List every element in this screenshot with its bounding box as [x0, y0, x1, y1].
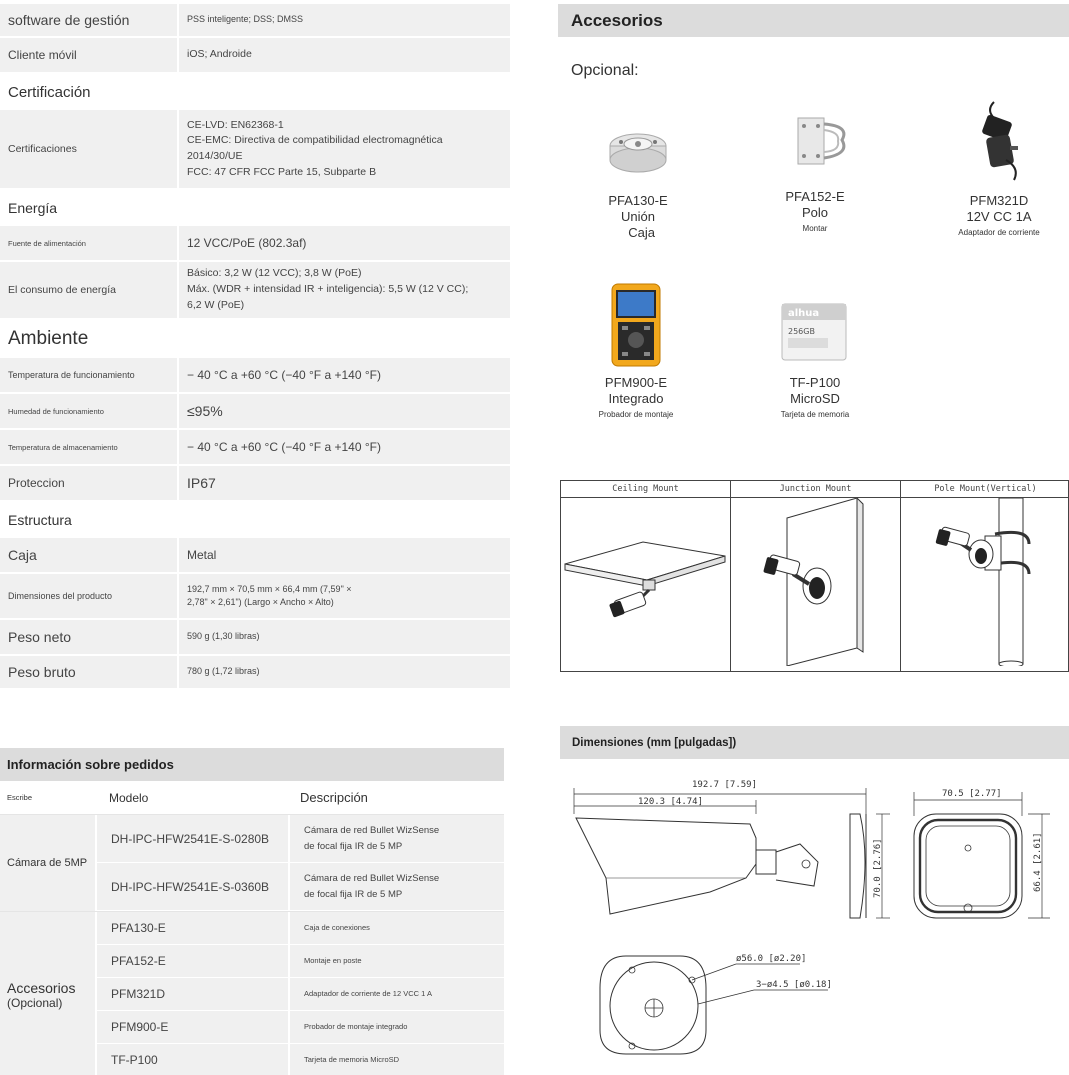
- accessory-caption-line: Unión: [621, 209, 655, 224]
- spec-section-title: Estructura: [0, 502, 510, 538]
- accessory-caption-line: PFM321D: [969, 193, 1029, 208]
- spec-table: [0, 4, 510, 690]
- accessory-caption-line: PFA130-E: [608, 193, 668, 208]
- spec-row: [0, 358, 510, 394]
- ordering-description-line: Caja de conexiones: [304, 923, 370, 932]
- spec-value-line: FCC: 47 CFR FCC Parte 15, Subparte B: [187, 165, 377, 178]
- col-type: Escribe: [7, 793, 33, 802]
- spec-value: [179, 262, 510, 318]
- ordering-model: DH-IPC-HFW2541E-S-0360B: [97, 863, 288, 910]
- spec-value: [179, 358, 510, 392]
- spec-value-line: Metal: [187, 548, 217, 562]
- spec-label: software de gestión: [0, 4, 177, 36]
- spec-row: [0, 38, 510, 74]
- accessory-caption-line: TF-P100: [789, 375, 841, 390]
- ordering-group-label-line: Cámara de 5MP: [7, 857, 88, 869]
- spec-value-line: PSS inteligente; DSS; DMSS: [187, 14, 304, 25]
- card-capacity: 256GB: [788, 327, 815, 336]
- spec-row: [0, 538, 510, 574]
- accessory-caption-sub: Montar: [802, 224, 828, 233]
- mount-ceiling: [561, 481, 731, 671]
- ordering-model: PFA130-E: [97, 912, 288, 944]
- ordering-description-line: Probador de montaje integrado: [304, 1022, 408, 1031]
- dim-height-label: 70.0 [2.76]: [873, 838, 883, 898]
- ordering-group-label: [0, 815, 95, 911]
- spec-value: [179, 656, 510, 688]
- ordering-group: [0, 912, 504, 1075]
- ordering-row: [95, 815, 504, 863]
- ordering-group-label-line: (Opcional): [7, 995, 63, 1010]
- accessory-caption-line: Integrado: [608, 391, 664, 406]
- spec-row: [0, 620, 510, 656]
- dim-half-length-label: 120.3 [4.74]: [638, 797, 704, 807]
- ordering-description-line: Montaje en poste: [304, 956, 362, 965]
- front-view: [914, 789, 1050, 918]
- ordering-description-line: Cámara de red Bullet WizSense: [304, 825, 440, 837]
- ordering-description-line: Cámara de red Bullet WizSense: [304, 873, 440, 885]
- mount-options-table: [560, 480, 1069, 672]
- spec-value-line: iOS; Androide: [187, 48, 252, 61]
- ordering-group-rows: [95, 912, 504, 1075]
- power-adapter-icon: [964, 98, 1034, 188]
- dim-holes-label: 3−ø4.5 [ø0.18]: [756, 980, 832, 990]
- spec-label: Proteccion: [0, 466, 177, 500]
- ordering-row: [95, 945, 504, 978]
- spec-value: [179, 466, 510, 500]
- spec-value: [179, 38, 510, 72]
- base-view: [600, 954, 832, 1054]
- ordering-row: [95, 978, 504, 1011]
- spec-value: [179, 620, 510, 654]
- ordering-description: [290, 978, 504, 1010]
- accessory-caption-line: 12V CC 1A: [966, 209, 1032, 224]
- spec-section-title: Ambiente: [0, 320, 510, 358]
- ordering-model: PFM900-E: [97, 1011, 288, 1043]
- accessory-caption-line: PFA152-E: [785, 189, 845, 204]
- ordering-row: [95, 1044, 504, 1075]
- ordering-info-table: [0, 748, 504, 1075]
- tester-icon: [606, 280, 666, 370]
- ordering-info-title: Información sobre pedidos: [0, 748, 504, 781]
- accessory-pfm900: [586, 280, 686, 421]
- accessory-pfa130: [588, 108, 688, 241]
- spec-value-line: 2014/30/UE: [187, 150, 243, 162]
- dim-depth-label: 66.4 [2.61]: [1033, 832, 1043, 892]
- ordering-model: PFA152-E: [97, 945, 288, 977]
- ordering-group-label: [0, 912, 95, 1075]
- spec-value-line: IP67: [187, 474, 216, 491]
- ordering-description-line: de focal fija IR de 5 MP: [304, 888, 403, 900]
- accessories-optional-label: Opcional:: [571, 62, 639, 79]
- spec-value-line: 780 g (1,72 libras): [187, 666, 260, 677]
- pole-mount-illustration: [901, 498, 1069, 666]
- spec-value-line: CE-LVD: EN62368-1: [187, 118, 284, 131]
- ordering-row: [95, 912, 504, 945]
- spec-label: Dimensiones del producto: [0, 574, 177, 618]
- mount-pole: [901, 481, 1069, 671]
- microsd-card-icon: [778, 300, 852, 370]
- spec-row: [0, 262, 510, 320]
- spec-row: [0, 394, 510, 430]
- spec-row: [0, 574, 510, 620]
- spec-value-line: CE-EMC: Directiva de compatibilidad electromagnética: [187, 134, 443, 147]
- spec-value-line: 590 g (1,30 libras): [187, 631, 260, 642]
- junction-box-icon: [603, 108, 673, 188]
- spec-section-title: Certificación: [0, 74, 510, 110]
- ordering-model: DH-IPC-HFW2541E-S-0280B: [97, 815, 288, 862]
- side-view: [574, 780, 890, 918]
- spec-row: [0, 110, 510, 190]
- spec-value: [179, 574, 510, 618]
- accessory-caption-line: Polo: [801, 205, 829, 220]
- spec-label: Fuente de alimentación: [0, 226, 177, 260]
- spec-label: Caja: [0, 538, 177, 572]
- ordering-group: [0, 815, 504, 912]
- ordering-model: PFM321D: [97, 978, 288, 1010]
- spec-section-title: Energía: [0, 190, 510, 226]
- ceiling-mount-illustration: [561, 498, 730, 666]
- mount-junction: [731, 481, 901, 671]
- accessory-caption-line: PFM900-E: [604, 375, 668, 390]
- spec-label: Temperatura de funcionamiento: [0, 358, 177, 392]
- ordering-description: [290, 912, 504, 944]
- spec-label: El consumo de energía: [0, 262, 177, 318]
- spec-value-line: 12 VCC/PoE (802.3af): [187, 236, 307, 250]
- dimension-drawings: [560, 768, 1069, 1073]
- dim-width-label: 70.5 [2.77]: [942, 789, 1002, 799]
- spec-row: [0, 466, 510, 502]
- spec-value-line: − 40 °C a +60 °C (−40 °F a +140 °F): [187, 368, 381, 382]
- ordering-row: [95, 863, 504, 911]
- ordering-description: [290, 863, 504, 910]
- mount-ceiling-header: Ceiling Mount: [561, 481, 730, 498]
- spec-row: [0, 226, 510, 262]
- ordering-description-line: Adaptador de corriente de 12 VCC 1 A: [304, 989, 432, 998]
- accessory-caption-sub: Probador de montaje: [598, 410, 674, 419]
- col-description: Descripción: [300, 790, 368, 805]
- spec-value-line: 192,7 mm × 70,5 mm × 66,4 mm (7,59" ×: [187, 583, 352, 594]
- card-brand: alhua: [788, 308, 820, 319]
- dimensions-title: Dimensiones (mm [pulgadas]): [560, 726, 1069, 759]
- accessory-caption-sub: Tarjeta de memoria: [780, 410, 850, 419]
- mount-junction-header: Junction Mount: [731, 481, 900, 498]
- spec-value-line: ≤95%: [187, 402, 223, 419]
- dim-length-label: 192.7 [7.59]: [692, 780, 758, 790]
- spec-label: Cliente móvil: [0, 38, 177, 72]
- ordering-description-line: Tarjeta de memoria MicroSD: [304, 1055, 400, 1064]
- accessory-pfm321d: [948, 98, 1050, 239]
- accessory-pfa152: [765, 104, 865, 235]
- spec-label: Peso neto: [0, 620, 177, 654]
- spec-row: [0, 430, 510, 466]
- dimension-drawing-svg: [560, 768, 1069, 1073]
- ordering-group-label-line: Accesorios: [7, 979, 76, 996]
- junction-mount-illustration: [731, 498, 900, 666]
- ordering-description: [290, 815, 504, 862]
- spec-value: [179, 430, 510, 464]
- ordering-row: [95, 1011, 504, 1044]
- spec-value-line: 2,78" × 2,61") (Largo × Ancho × Alto): [187, 597, 334, 607]
- ordering-group-rows: [95, 815, 504, 911]
- accessory-caption-line: MicroSD: [790, 391, 840, 406]
- ordering-columns: [0, 781, 504, 815]
- spec-label: Humedad de funcionamiento: [0, 394, 177, 428]
- ordering-description: [290, 1044, 504, 1075]
- accessories-title: Accesorios: [558, 4, 1069, 37]
- spec-row: [0, 4, 510, 38]
- dim-diameter-label: ø56.0 [ø2.20]: [736, 954, 807, 964]
- ordering-description-line: de focal fija IR de 5 MP: [304, 840, 403, 852]
- mount-pole-header: Pole Mount(Vertical): [901, 481, 1069, 498]
- ordering-description: [290, 1011, 504, 1043]
- pole-mount-icon: [780, 104, 850, 184]
- spec-value-line: − 40 °C a +60 °C (−40 °F a +140 °F): [187, 440, 381, 454]
- spec-value-line: Máx. (WDR + intensidad IR + inteligencia): 5,5 W (12 V CC);: [187, 283, 469, 296]
- spec-value: [179, 226, 510, 260]
- spec-value-line: Básico: 3,2 W (12 VCC); 3,8 W (PoE): [187, 267, 362, 280]
- spec-label: Temperatura de almacenamiento: [0, 430, 177, 464]
- ordering-model: TF-P100: [97, 1044, 288, 1075]
- accessory-tfp100: [765, 300, 865, 421]
- spec-value: [179, 110, 510, 188]
- col-model: Modelo: [109, 790, 149, 805]
- spec-label: Certificaciones: [0, 110, 177, 188]
- spec-value-line: 6,2 W (PoE): [187, 298, 245, 311]
- accessory-caption-sub: Adaptador de corriente: [958, 228, 1040, 237]
- ordering-description: [290, 945, 504, 977]
- accessory-caption-line: Caja: [621, 225, 655, 240]
- spec-label: Peso bruto: [0, 656, 177, 688]
- spec-value: [179, 538, 510, 572]
- spec-row: [0, 656, 510, 690]
- ordering-body: [0, 815, 504, 1075]
- spec-value: [179, 394, 510, 428]
- spec-value: [179, 4, 510, 36]
